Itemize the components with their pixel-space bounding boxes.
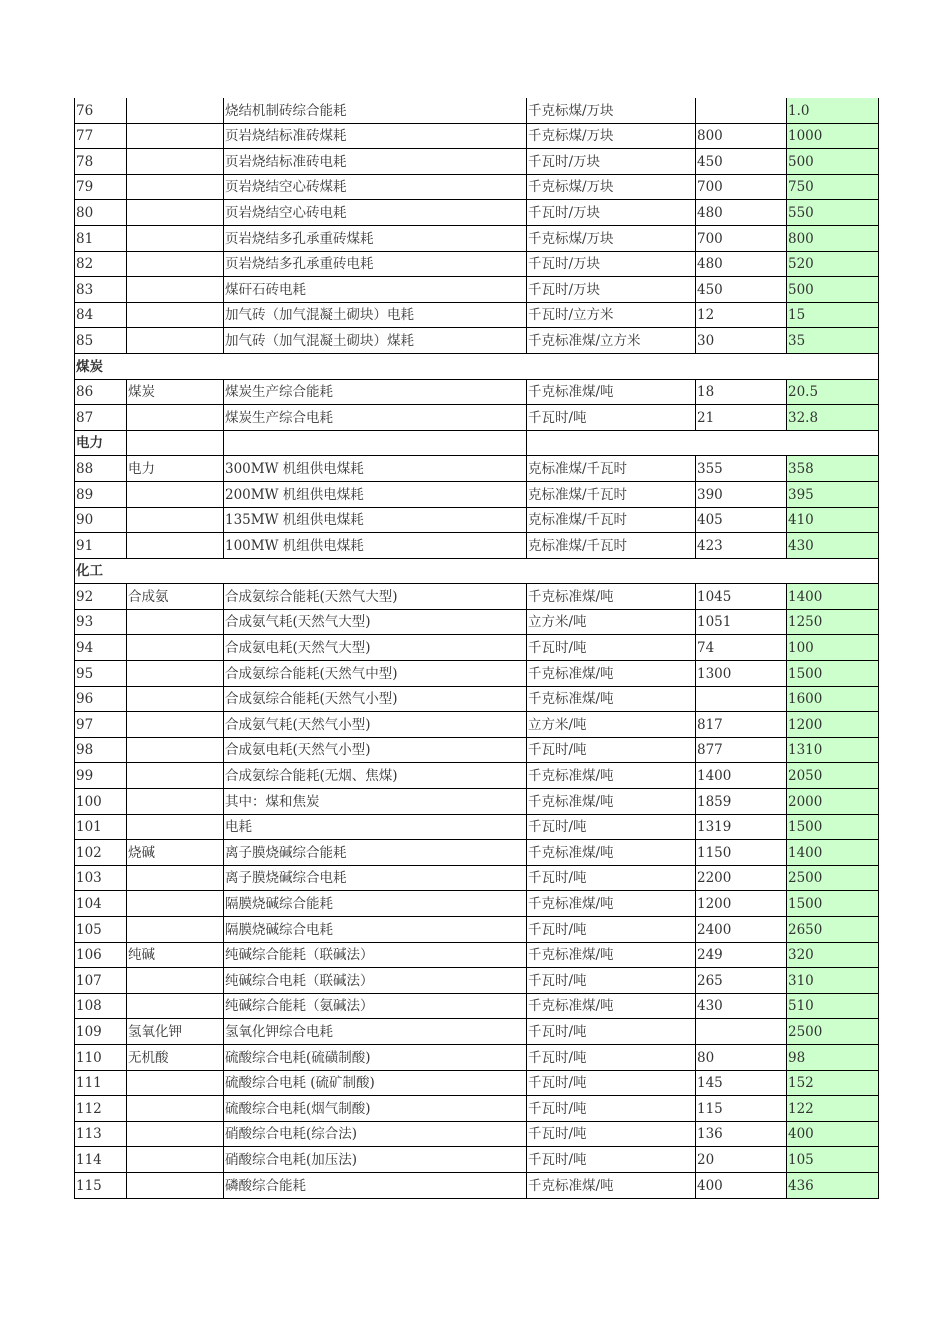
indicator-name-cell: 页岩烧结空心砖电耗 (224, 200, 527, 226)
table-cell (527, 430, 879, 456)
indicator-name-cell: 硫酸综合电耗 (硫矿制酸) (224, 1070, 527, 1096)
limit-value-cell: 20.5 (787, 379, 879, 405)
category-cell (127, 405, 224, 431)
unit-cell: 千克标准煤/吨 (527, 686, 696, 712)
value-cell: 423 (696, 533, 787, 559)
table-row (75, 1070, 879, 1096)
limit-value-cell: 358 (787, 456, 879, 482)
table-row (75, 1019, 879, 1045)
indicator-name-cell: 纯碱综合电耗（联碱法） (224, 968, 527, 994)
limit-value-cell: 2050 (787, 763, 879, 789)
category-cell: 纯碱 (127, 942, 224, 968)
limit-value-cell: 1500 (787, 891, 879, 917)
table-row (75, 302, 879, 328)
indicator-name-cell: 纯碱综合能耗（联碱法） (224, 942, 527, 968)
limit-value-cell: 510 (787, 993, 879, 1019)
table-cell (224, 430, 527, 456)
unit-cell: 千瓦时/吨 (527, 1044, 696, 1070)
category-cell (127, 1172, 224, 1198)
table-row (75, 174, 879, 200)
indicator-name-cell: 300MW 机组供电煤耗 (224, 456, 527, 482)
value-cell: 2400 (696, 917, 787, 943)
row-number-cell: 96 (75, 686, 127, 712)
table-row (75, 686, 879, 712)
unit-cell: 千克标准煤/吨 (527, 942, 696, 968)
indicator-name-cell: 加气砖（加气混凝土砌块）电耗 (224, 302, 527, 328)
unit-cell: 千克标准煤/吨 (527, 840, 696, 866)
value-cell: 145 (696, 1070, 787, 1096)
row-number-cell: 100 (75, 789, 127, 815)
row-number-cell: 80 (75, 200, 127, 226)
row-number-cell: 113 (75, 1121, 127, 1147)
unit-cell: 千克标准煤/吨 (527, 993, 696, 1019)
unit-cell: 克标准煤/千瓦时 (527, 481, 696, 507)
section-header-row (75, 353, 879, 379)
section-label: 煤炭 (75, 353, 879, 379)
value-cell: 74 (696, 635, 787, 661)
category-cell (127, 302, 224, 328)
row-number-cell: 115 (75, 1172, 127, 1198)
value-cell: 80 (696, 1044, 787, 1070)
unit-cell: 千瓦时/吨 (527, 1019, 696, 1045)
category-cell (127, 661, 224, 687)
unit-cell: 千克标准煤/吨 (527, 789, 696, 815)
table-row (75, 1121, 879, 1147)
table-row (75, 277, 879, 303)
value-cell: 480 (696, 200, 787, 226)
table-row (75, 1044, 879, 1070)
category-cell (127, 1070, 224, 1096)
unit-cell: 千瓦时/吨 (527, 1121, 696, 1147)
table-row (75, 712, 879, 738)
limit-value-cell: 750 (787, 174, 879, 200)
value-cell: 2200 (696, 865, 787, 891)
value-cell: 405 (696, 507, 787, 533)
table-row (75, 661, 879, 687)
limit-value-cell: 430 (787, 533, 879, 559)
category-cell (127, 123, 224, 149)
value-cell: 355 (696, 456, 787, 482)
energy-consumption-table (74, 98, 879, 1199)
value-cell (696, 686, 787, 712)
unit-cell: 千瓦时/万块 (527, 149, 696, 175)
limit-value-cell: 500 (787, 277, 879, 303)
indicator-name-cell: 100MW 机组供电煤耗 (224, 533, 527, 559)
row-number-cell: 101 (75, 814, 127, 840)
category-cell (127, 609, 224, 635)
value-cell: 700 (696, 174, 787, 200)
row-number-cell: 97 (75, 712, 127, 738)
table-row (75, 737, 879, 763)
table-row (75, 328, 879, 354)
row-number-cell: 89 (75, 481, 127, 507)
limit-value-cell: 15 (787, 302, 879, 328)
indicator-name-cell: 合成氨气耗(天然气小型) (224, 712, 527, 738)
limit-value-cell: 410 (787, 507, 879, 533)
limit-value-cell: 98 (787, 1044, 879, 1070)
indicator-name-cell: 烧结机制砖综合能耗 (224, 98, 527, 123)
indicator-name-cell: 硫酸综合电耗(硫磺制酸) (224, 1044, 527, 1070)
limit-value-cell: 105 (787, 1147, 879, 1173)
limit-value-cell: 1500 (787, 661, 879, 687)
indicator-name-cell: 合成氨气耗(天然气大型) (224, 609, 527, 635)
category-cell (127, 225, 224, 251)
value-cell: 12 (696, 302, 787, 328)
category-cell: 电力 (127, 456, 224, 482)
indicator-name-cell: 合成氨电耗(天然气小型) (224, 737, 527, 763)
unit-cell: 千克标准煤/吨 (527, 891, 696, 917)
category-cell (127, 712, 224, 738)
indicator-name-cell: 页岩烧结多孔承重砖煤耗 (224, 225, 527, 251)
row-number-cell: 86 (75, 379, 127, 405)
indicator-name-cell: 纯碱综合能耗（氨碱法） (224, 993, 527, 1019)
unit-cell: 千瓦时/吨 (527, 1096, 696, 1122)
value-cell: 18 (696, 379, 787, 405)
table-row (75, 609, 879, 635)
table-row (75, 533, 879, 559)
category-cell (127, 763, 224, 789)
category-cell (127, 481, 224, 507)
unit-cell: 千克标准煤/立方米 (527, 328, 696, 354)
value-cell: 30 (696, 328, 787, 354)
table-cell (127, 430, 224, 456)
category-cell (127, 507, 224, 533)
category-cell (127, 98, 224, 123)
row-number-cell: 108 (75, 993, 127, 1019)
indicator-name-cell: 硝酸综合电耗(加压法) (224, 1147, 527, 1173)
value-cell: 700 (696, 225, 787, 251)
table-row (75, 405, 879, 431)
category-cell (127, 1147, 224, 1173)
category-cell (127, 200, 224, 226)
row-number-cell: 112 (75, 1096, 127, 1122)
unit-cell: 克标准煤/千瓦时 (527, 507, 696, 533)
category-cell (127, 635, 224, 661)
table-row (75, 1147, 879, 1173)
indicator-name-cell: 氢氧化钾综合电耗 (224, 1019, 527, 1045)
row-number-cell: 92 (75, 584, 127, 610)
category-cell (127, 251, 224, 277)
table-row (75, 123, 879, 149)
table-row (75, 968, 879, 994)
indicator-name-cell: 页岩烧结空心砖煤耗 (224, 174, 527, 200)
table-row (75, 507, 879, 533)
indicator-name-cell: 页岩烧结标准砖电耗 (224, 149, 527, 175)
row-number-cell: 76 (75, 98, 127, 123)
value-cell (696, 1019, 787, 1045)
row-number-cell: 109 (75, 1019, 127, 1045)
unit-cell: 千瓦时/吨 (527, 1147, 696, 1173)
category-cell: 煤炭 (127, 379, 224, 405)
limit-value-cell: 2650 (787, 917, 879, 943)
indicator-name-cell: 合成氨综合能耗(无烟、焦煤) (224, 763, 527, 789)
unit-cell: 克标准煤/千瓦时 (527, 456, 696, 482)
row-number-cell: 93 (75, 609, 127, 635)
row-number-cell: 82 (75, 251, 127, 277)
category-cell (127, 789, 224, 815)
value-cell: 877 (696, 737, 787, 763)
value-cell: 20 (696, 1147, 787, 1173)
category-cell: 氢氧化钾 (127, 1019, 224, 1045)
table-row (75, 891, 879, 917)
unit-cell: 千瓦时/万块 (527, 200, 696, 226)
value-cell: 1045 (696, 584, 787, 610)
category-cell (127, 328, 224, 354)
limit-value-cell: 520 (787, 251, 879, 277)
indicator-name-cell: 煤矸石砖电耗 (224, 277, 527, 303)
table-row (75, 993, 879, 1019)
unit-cell: 千瓦时/吨 (527, 635, 696, 661)
table-row (75, 98, 879, 123)
section-header-row (75, 430, 879, 456)
unit-cell: 千克标煤/万块 (527, 225, 696, 251)
row-number-cell: 79 (75, 174, 127, 200)
unit-cell: 千克标准煤/吨 (527, 763, 696, 789)
value-cell: 21 (696, 405, 787, 431)
table-row (75, 200, 879, 226)
value-cell: 265 (696, 968, 787, 994)
value-cell: 136 (696, 1121, 787, 1147)
value-cell: 115 (696, 1096, 787, 1122)
limit-value-cell: 32.8 (787, 405, 879, 431)
category-cell (127, 149, 224, 175)
indicator-name-cell: 合成氨综合能耗(天然气小型) (224, 686, 527, 712)
row-number-cell: 87 (75, 405, 127, 431)
value-cell: 1319 (696, 814, 787, 840)
row-number-cell: 94 (75, 635, 127, 661)
category-cell (127, 968, 224, 994)
table-row (75, 789, 879, 815)
section-label: 电力 (75, 430, 127, 456)
row-number-cell: 111 (75, 1070, 127, 1096)
limit-value-cell: 152 (787, 1070, 879, 1096)
category-cell (127, 891, 224, 917)
unit-cell: 千克标准煤/吨 (527, 1172, 696, 1198)
indicator-name-cell: 电耗 (224, 814, 527, 840)
limit-value-cell: 310 (787, 968, 879, 994)
limit-value-cell: 1200 (787, 712, 879, 738)
value-cell: 249 (696, 942, 787, 968)
value-cell: 1859 (696, 789, 787, 815)
category-cell (127, 917, 224, 943)
unit-cell: 千瓦时/吨 (527, 917, 696, 943)
table-body (75, 98, 879, 1198)
limit-value-cell: 1000 (787, 123, 879, 149)
category-cell (127, 533, 224, 559)
table-row (75, 584, 879, 610)
limit-value-cell: 35 (787, 328, 879, 354)
limit-value-cell: 2500 (787, 865, 879, 891)
row-number-cell: 103 (75, 865, 127, 891)
unit-cell: 千克标煤/万块 (527, 123, 696, 149)
table-row (75, 225, 879, 251)
value-cell: 1051 (696, 609, 787, 635)
limit-value-cell: 800 (787, 225, 879, 251)
row-number-cell: 107 (75, 968, 127, 994)
category-cell (127, 1096, 224, 1122)
row-number-cell: 102 (75, 840, 127, 866)
row-number-cell: 104 (75, 891, 127, 917)
table-row (75, 942, 879, 968)
unit-cell: 千克标煤/万块 (527, 98, 696, 123)
indicator-name-cell: 加气砖（加气混凝土砌块）煤耗 (224, 328, 527, 354)
limit-value-cell: 320 (787, 942, 879, 968)
limit-value-cell: 100 (787, 635, 879, 661)
indicator-name-cell: 隔膜烧碱综合能耗 (224, 891, 527, 917)
limit-value-cell: 500 (787, 149, 879, 175)
table-row (75, 763, 879, 789)
category-cell: 合成氨 (127, 584, 224, 610)
indicator-name-cell: 合成氨综合能耗(天然气中型) (224, 661, 527, 687)
row-number-cell: 88 (75, 456, 127, 482)
unit-cell: 千瓦时/吨 (527, 1070, 696, 1096)
limit-value-cell: 2000 (787, 789, 879, 815)
unit-cell: 千克标准煤/吨 (527, 584, 696, 610)
limit-value-cell: 1250 (787, 609, 879, 635)
indicator-name-cell: 硫酸综合电耗(烟气制酸) (224, 1096, 527, 1122)
row-number-cell: 99 (75, 763, 127, 789)
unit-cell: 千克标准煤/吨 (527, 379, 696, 405)
limit-value-cell: 1600 (787, 686, 879, 712)
limit-value-cell: 395 (787, 481, 879, 507)
table-row (75, 814, 879, 840)
limit-value-cell: 2500 (787, 1019, 879, 1045)
unit-cell: 千瓦时/吨 (527, 865, 696, 891)
limit-value-cell: 122 (787, 1096, 879, 1122)
category-cell (127, 277, 224, 303)
table-row (75, 379, 879, 405)
category-cell: 烧碱 (127, 840, 224, 866)
limit-value-cell: 1.0 (787, 98, 879, 123)
table-row (75, 1172, 879, 1198)
indicator-name-cell: 隔膜烧碱综合电耗 (224, 917, 527, 943)
row-number-cell: 105 (75, 917, 127, 943)
unit-cell: 千瓦时/万块 (527, 251, 696, 277)
indicator-name-cell: 其中：煤和焦炭 (224, 789, 527, 815)
table-row (75, 865, 879, 891)
row-number-cell: 110 (75, 1044, 127, 1070)
category-cell: 无机酸 (127, 1044, 224, 1070)
unit-cell: 克标准煤/千瓦时 (527, 533, 696, 559)
indicator-name-cell: 硝酸综合电耗(综合法) (224, 1121, 527, 1147)
unit-cell: 千克标准煤/吨 (527, 661, 696, 687)
limit-value-cell: 400 (787, 1121, 879, 1147)
row-number-cell: 98 (75, 737, 127, 763)
value-cell: 817 (696, 712, 787, 738)
category-cell (127, 737, 224, 763)
section-label: 化工 (75, 558, 879, 584)
indicator-name-cell: 煤炭生产综合能耗 (224, 379, 527, 405)
category-cell (127, 1121, 224, 1147)
table-row (75, 840, 879, 866)
unit-cell: 千瓦时/立方米 (527, 302, 696, 328)
indicator-name-cell: 离子膜烧碱综合电耗 (224, 865, 527, 891)
indicator-name-cell: 磷酸综合能耗 (224, 1172, 527, 1198)
indicator-name-cell: 页岩烧结标准砖煤耗 (224, 123, 527, 149)
row-number-cell: 81 (75, 225, 127, 251)
value-cell: 480 (696, 251, 787, 277)
unit-cell: 千瓦时/吨 (527, 405, 696, 431)
table-row (75, 149, 879, 175)
value-cell: 430 (696, 993, 787, 1019)
unit-cell: 千瓦时/吨 (527, 968, 696, 994)
row-number-cell: 114 (75, 1147, 127, 1173)
value-cell (696, 98, 787, 123)
indicator-name-cell: 离子膜烧碱综合能耗 (224, 840, 527, 866)
indicator-name-cell: 煤炭生产综合电耗 (224, 405, 527, 431)
value-cell: 450 (696, 277, 787, 303)
limit-value-cell: 1500 (787, 814, 879, 840)
value-cell: 800 (696, 123, 787, 149)
unit-cell: 千瓦时/吨 (527, 737, 696, 763)
indicator-name-cell: 合成氨综合能耗(天然气大型) (224, 584, 527, 610)
indicator-name-cell: 合成氨电耗(天然气大型) (224, 635, 527, 661)
table-row (75, 481, 879, 507)
row-number-cell: 84 (75, 302, 127, 328)
table-row (75, 635, 879, 661)
table-row (75, 1096, 879, 1122)
value-cell: 1400 (696, 763, 787, 789)
limit-value-cell: 436 (787, 1172, 879, 1198)
category-cell (127, 174, 224, 200)
limit-value-cell: 1310 (787, 737, 879, 763)
row-number-cell: 83 (75, 277, 127, 303)
value-cell: 1200 (696, 891, 787, 917)
table-row (75, 917, 879, 943)
row-number-cell: 78 (75, 149, 127, 175)
row-number-cell: 90 (75, 507, 127, 533)
value-cell: 1150 (696, 840, 787, 866)
indicator-name-cell: 200MW 机组供电煤耗 (224, 481, 527, 507)
table-row (75, 456, 879, 482)
category-cell (127, 814, 224, 840)
row-number-cell: 85 (75, 328, 127, 354)
indicator-name-cell: 页岩烧结多孔承重砖电耗 (224, 251, 527, 277)
value-cell: 1300 (696, 661, 787, 687)
row-number-cell: 95 (75, 661, 127, 687)
unit-cell: 立方米/吨 (527, 609, 696, 635)
limit-value-cell: 1400 (787, 840, 879, 866)
value-cell: 390 (696, 481, 787, 507)
row-number-cell: 91 (75, 533, 127, 559)
value-cell: 450 (696, 149, 787, 175)
category-cell (127, 686, 224, 712)
section-header-row (75, 558, 879, 584)
row-number-cell: 106 (75, 942, 127, 968)
value-cell: 400 (696, 1172, 787, 1198)
limit-value-cell: 1400 (787, 584, 879, 610)
category-cell (127, 993, 224, 1019)
indicator-name-cell: 135MW 机组供电煤耗 (224, 507, 527, 533)
table-row (75, 251, 879, 277)
limit-value-cell: 550 (787, 200, 879, 226)
unit-cell: 千瓦时/万块 (527, 277, 696, 303)
row-number-cell: 77 (75, 123, 127, 149)
unit-cell: 立方米/吨 (527, 712, 696, 738)
category-cell (127, 865, 224, 891)
unit-cell: 千瓦时/吨 (527, 814, 696, 840)
unit-cell: 千克标煤/万块 (527, 174, 696, 200)
